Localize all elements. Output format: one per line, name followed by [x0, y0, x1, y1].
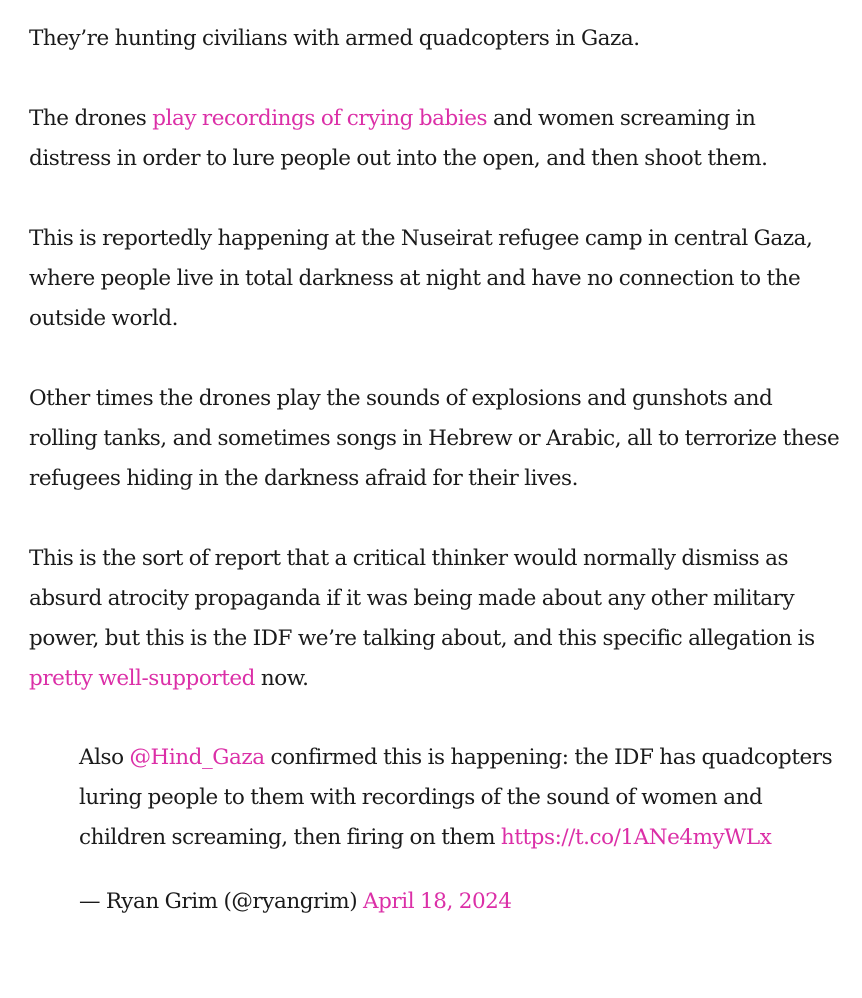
- paragraph-5-text-after: now.: [254, 666, 309, 691]
- paragraph-2-text-before: The drones: [29, 106, 153, 131]
- tweet-date-link[interactable]: April 18, 2024: [363, 889, 512, 914]
- tweet-text-before: Also: [79, 745, 130, 770]
- paragraph-4-text: Other times the drones play the sounds of explosions and gunshots and rolling tanks, and sometimes songs in Hebrew or Arabic, all to terrorize these refugees hiding in the darkness afraid for their lives.: [29, 386, 840, 491]
- paragraph-3: [29, 219, 842, 339]
- paragraph-2: [29, 99, 842, 179]
- paragraph-5-text-before: This is the sort of report that a critical thinker would normally dismiss as absurd atrocity propaganda if it was being made about any other military power, but this is the IDF we’re talking about, and this specific allegation is: [29, 546, 815, 651]
- tweet-body: confirmed this is happening: the IDF has quadcopters luring people to them with recordings of the sound of women and children screaming, then firing on them: [79, 745, 833, 850]
- paragraph-4: [29, 379, 842, 499]
- hind-gaza-mention-link[interactable]: @Hind_Gaza: [129, 745, 265, 770]
- paragraph-2-text-after: and women screaming in distress in order to lure people out into the open, and then shoot them.: [29, 106, 768, 171]
- paragraph-3-text: This is reportedly happening at the Nuseirat refugee camp in central Gaza, where people live in total darkness at night and have no connection to the outside world.: [29, 226, 813, 331]
- crying-babies-link[interactable]: play recordings of crying babies: [152, 106, 488, 131]
- tweet-author: — Ryan Grim (@ryangrim): [79, 889, 364, 914]
- tweet-text: [79, 738, 842, 858]
- paragraph-1: [29, 19, 842, 59]
- well-supported-link[interactable]: pretty well-supported: [29, 666, 255, 691]
- embedded-tweet-quote: [79, 738, 842, 922]
- paragraph-1-text: They’re hunting civilians with armed quadcopters in Gaza.: [29, 26, 640, 51]
- tweet-short-url-link[interactable]: https://t.co/1ANe4myWLx: [500, 825, 772, 850]
- paragraph-5: [29, 539, 842, 699]
- tweet-attribution: [79, 882, 842, 922]
